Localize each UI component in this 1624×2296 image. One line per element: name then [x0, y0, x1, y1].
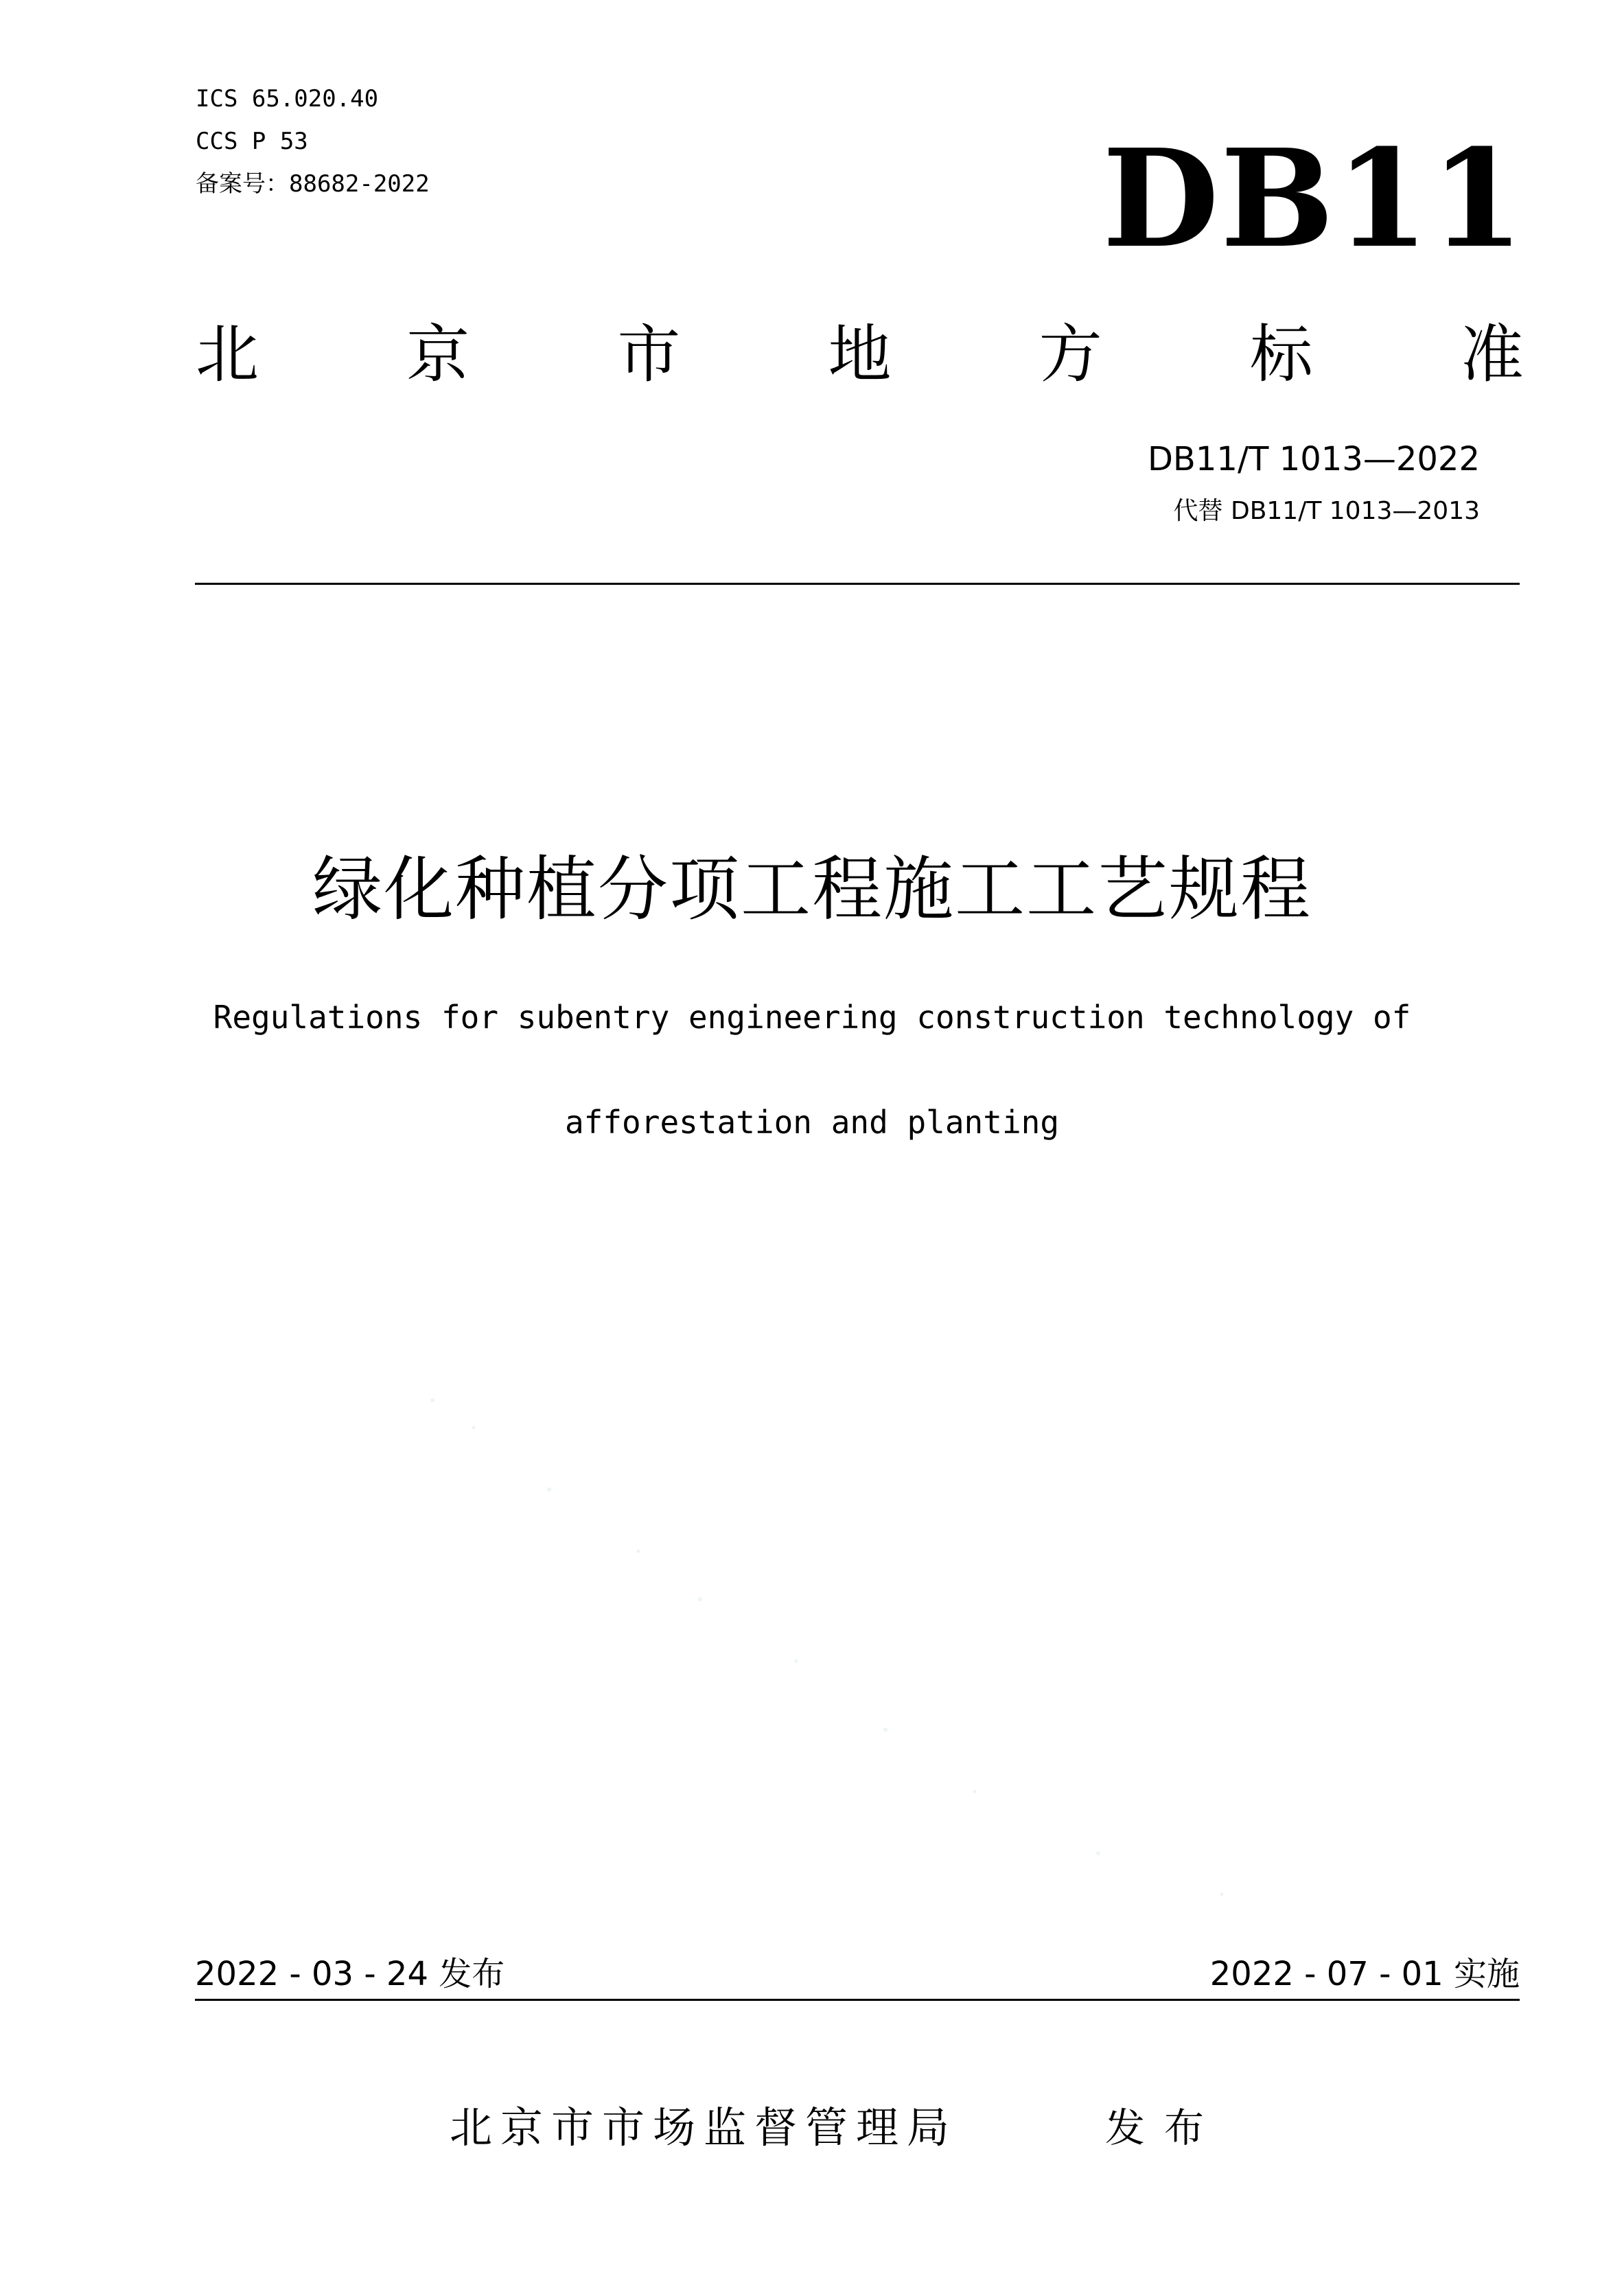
bottom-divider — [195, 1999, 1520, 2001]
heading-char: 市 — [617, 318, 681, 391]
issuing-authority: 北京市市场监督管理局 — [450, 2102, 958, 2153]
document-title-english-line-2: afforestation and planting — [564, 1104, 1060, 1141]
top-divider — [195, 583, 1520, 585]
faint-watermark — [412, 1373, 1304, 1922]
heading-char: 京 — [406, 318, 470, 391]
replaced-standard: 代替 DB11/T 1013—2013 — [1173, 497, 1480, 525]
ics-code: ICS 65.020.40 — [196, 85, 379, 113]
heading-char: 标 — [1249, 318, 1313, 391]
ccs-code: CCS P 53 — [196, 128, 308, 155]
heading-char: 准 — [1460, 318, 1524, 391]
standard-category-heading — [196, 317, 1524, 393]
standard-number: DB11/T 1013—2022 — [1147, 440, 1480, 478]
heading-char: 地 — [828, 318, 892, 391]
publish-date: 2022 - 03 - 24 发布 — [195, 1955, 505, 1993]
document-title-english-line-1: Regulations for subentry engineering construction technology of — [213, 999, 1411, 1036]
db11-mark: DB11 — [1102, 120, 1526, 278]
heading-char: 北 — [196, 318, 259, 391]
filing-number: 备案号：88682-2022 — [196, 170, 430, 198]
effective-date: 2022 - 07 - 01 实施 — [1209, 1955, 1520, 1993]
document-title-chinese: 绿化种植分项工程施工工艺规程 — [312, 849, 1312, 931]
heading-char: 方 — [1039, 318, 1102, 391]
issue-label: 发布 — [1105, 2104, 1224, 2151]
